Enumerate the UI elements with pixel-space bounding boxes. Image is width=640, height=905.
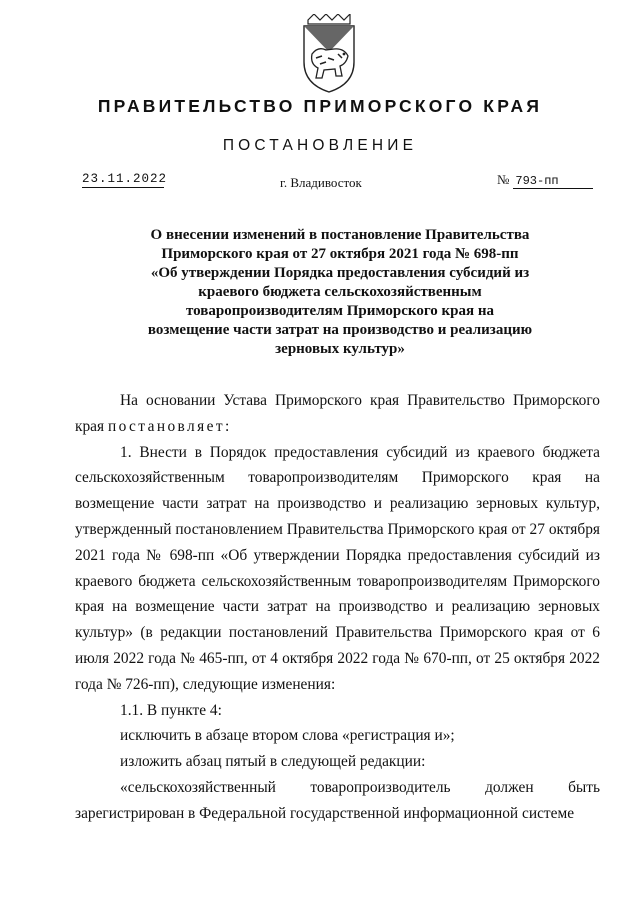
title-line: Приморского края от 27 октября 2021 года № 698-пп <box>161 246 519 262</box>
title-line: товаропроизводителям Приморского края на <box>185 303 494 319</box>
title-line: краевого бюджета сельскохозяйственным <box>198 284 482 300</box>
preamble-paragraph <box>75 388 600 440</box>
title-line: О внесении изменений в постановление Правительства <box>150 227 530 243</box>
coat-of-arms-icon <box>298 14 360 94</box>
title-line: «Об утверждении Порядка предоставления субсидий из <box>150 265 530 281</box>
title-line: зерновых культур» <box>275 341 405 357</box>
clause-1-1-paragraph: 1.1. В пункте 4: <box>120 701 222 719</box>
government-title: ПРАВИТЕЛЬСТВО ПРИМОРСКОГО КРАЯ <box>97 96 543 116</box>
number-sign: № <box>497 172 510 187</box>
preamble-colon: : <box>224 417 230 435</box>
document-city: г. Владивосток <box>280 175 362 190</box>
resolves-word: постановляет <box>107 417 225 435</box>
document-body <box>75 388 600 827</box>
document-type: ПОСТАНОВЛЕНИЕ <box>222 137 418 154</box>
clause-1-paragraph: 1. Внести в Порядок предоставления субсидий из краевого бюджета сельскохозяйственным товаропроизводителям Приморского края на возмещение части затрат на производство и реализацию зерновых культур, утвержденный постановлением Правительства Приморского края от 27 октября 2021 года № 698-пп «Об утверждении Порядка предоставления субсидий из краевого бюджета сельскохозяйственным товаропроизводителям Приморского края на возмещение части затрат на производство и реализацию зерновых культур» (в редакции постановлений Правительства Приморского края от 6 июля 2022 года № 465-пп, от 4 октября 2022 года № 670-пп, от 25 октября 2022 года № 726-пп), следующие изменения: <box>75 443 600 693</box>
document-number: 793-пп <box>513 174 593 189</box>
document-date: 23.11.2022 <box>82 172 168 186</box>
title-line: возмещение части затрат на производство и реализацию <box>147 322 533 338</box>
document-number-field <box>497 172 593 189</box>
preamble-text: На основании Устава Приморского края Правительство Приморского края <box>75 392 600 435</box>
quoted-paragraph: «сельскохозяйственный товаропроизводитель должен быть зарегистрирован в Федеральной государственной информационной системе <box>75 778 600 822</box>
change-paragraph-1: исключить в абзаце втором слова «регистрация и»; <box>120 727 455 745</box>
change-paragraph-2: изложить абзац пятый в следующей редакции: <box>120 753 426 771</box>
document-title <box>100 226 580 359</box>
